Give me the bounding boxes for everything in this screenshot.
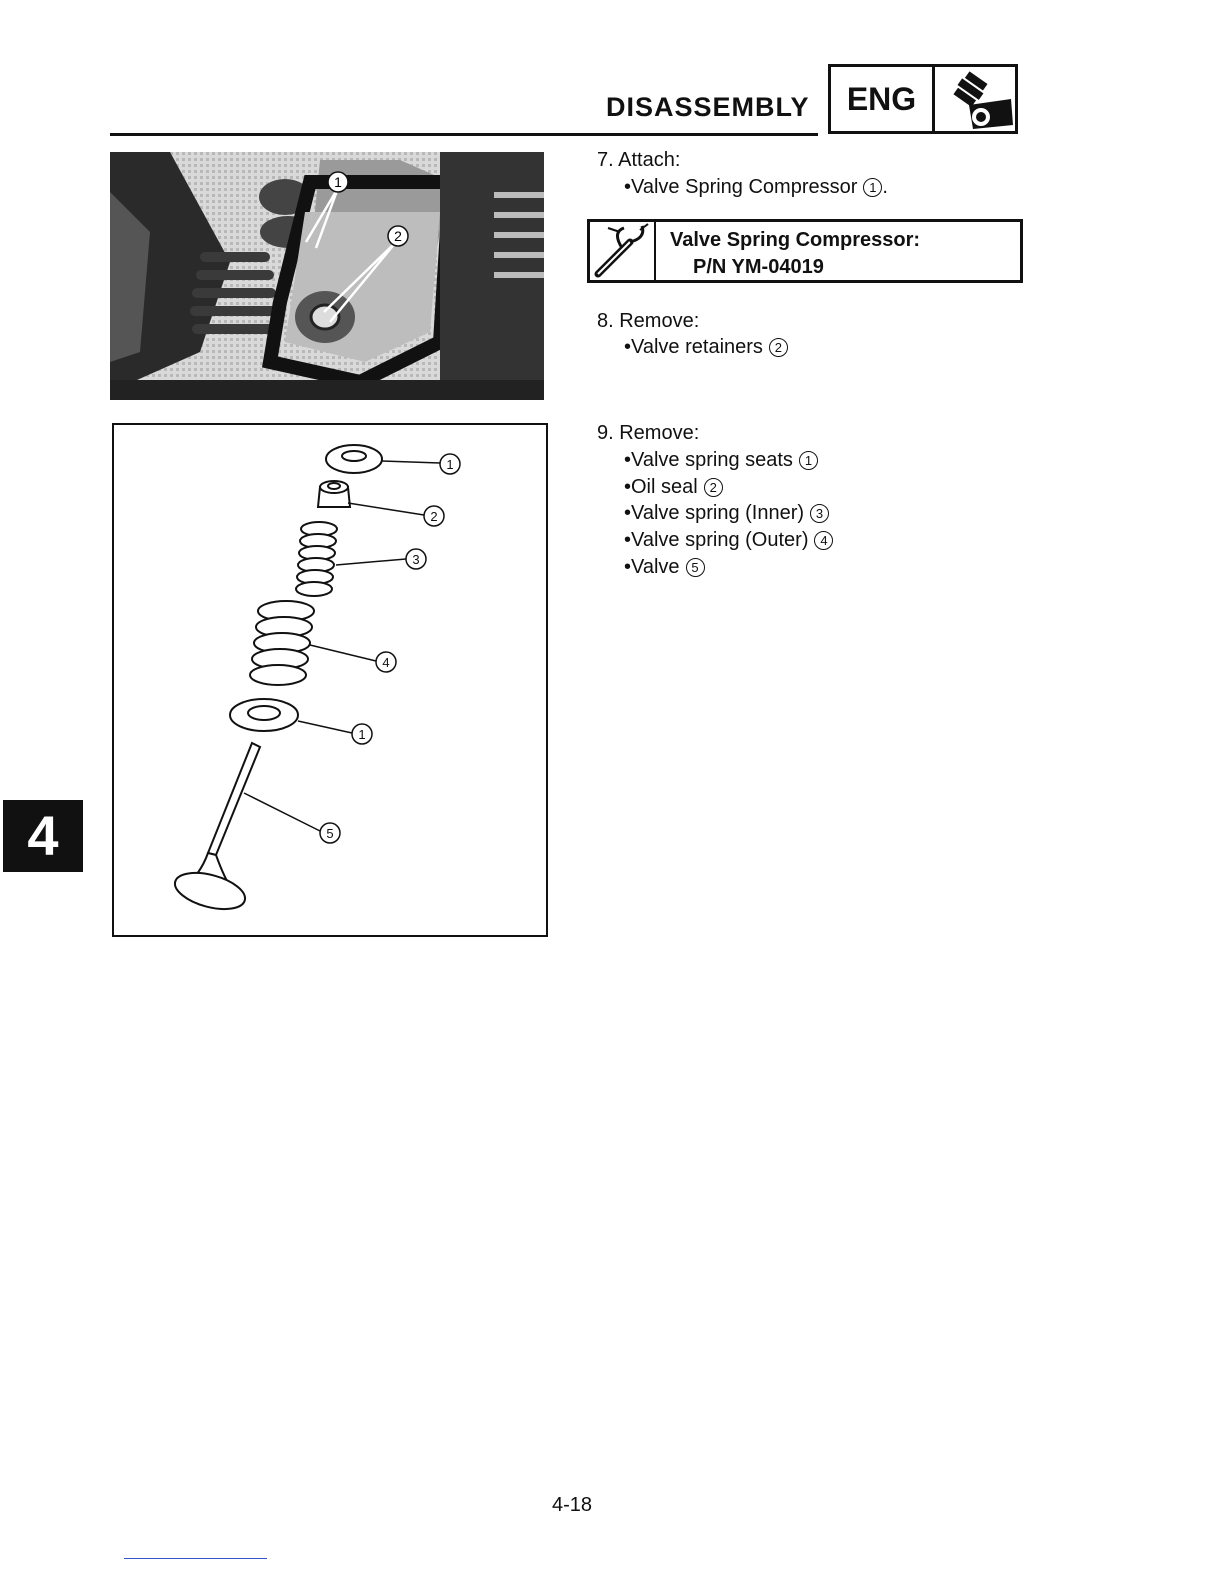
- eng-badge-divider: [932, 67, 935, 131]
- cylinder-head-photo: [110, 152, 544, 400]
- step-9-bullet: [624, 556, 705, 579]
- diagram-callout: 3: [412, 552, 420, 567]
- tool-icon: [590, 222, 656, 280]
- diagram-callout: 2: [430, 509, 438, 524]
- valve-spring-inner: [296, 522, 337, 596]
- diagram-callout: 1: [358, 727, 366, 742]
- engine-icon: [939, 69, 1015, 131]
- chapter-tab: 4: [3, 800, 83, 872]
- header-rule: [110, 133, 818, 136]
- diagram-callout: 4: [382, 655, 390, 670]
- bullet-text: •Valve retainers: [624, 336, 763, 358]
- eng-badge: [828, 64, 1018, 134]
- step-9-bullet: [624, 476, 723, 499]
- bullet-text: •Valve: [624, 556, 680, 578]
- callout-number: 1: [863, 178, 882, 197]
- callout-number: 3: [810, 504, 829, 523]
- page-number: 4-18: [552, 1494, 593, 1516]
- callout-number: 4: [814, 531, 833, 550]
- footer-rule: [124, 1558, 267, 1559]
- step-7-heading: 7. Attach:: [597, 149, 681, 171]
- section-title: DISASSEMBLY: [606, 92, 810, 122]
- valve-parts-drawing: [114, 425, 546, 935]
- photo-callout: 1: [334, 174, 342, 190]
- callout-number: 1: [799, 451, 818, 470]
- step-9-bullet: [624, 502, 829, 525]
- step-8-heading: 8. Remove:: [597, 310, 700, 332]
- callout-number: 2: [769, 338, 788, 357]
- step-9-bullet: [624, 529, 833, 552]
- bullet-text: •Oil seal: [624, 476, 698, 498]
- photo-callout: 2: [394, 228, 402, 244]
- step-9-heading: 9. Remove:: [597, 422, 700, 444]
- diagram-callout: 1: [446, 457, 454, 472]
- bullet-text: •Valve Spring Compressor: [624, 176, 858, 198]
- callout-number: 2: [704, 478, 723, 497]
- eng-badge-label: ENG: [846, 81, 917, 117]
- callout-number: 5: [686, 558, 705, 577]
- diagram-callout: 5: [326, 826, 334, 841]
- bullet-text: •Valve spring seats: [624, 449, 793, 471]
- special-tool-box: [587, 219, 1023, 283]
- bullet-suffix: .: [882, 176, 888, 198]
- step-7-bullet: [624, 176, 888, 199]
- tool-name: Valve Spring Compressor:: [670, 229, 921, 251]
- tool-part-number: P/N YM-04019: [693, 256, 824, 278]
- bullet-text: •Valve spring (Inner): [624, 502, 805, 524]
- valve: [171, 743, 260, 916]
- valve-spring-outer: [250, 601, 314, 685]
- valve-exploded-diagram: [112, 423, 548, 937]
- bullet-text: •Valve spring (Outer): [624, 529, 809, 551]
- step-9-bullet: [624, 449, 818, 472]
- step-8-bullet: [624, 336, 788, 359]
